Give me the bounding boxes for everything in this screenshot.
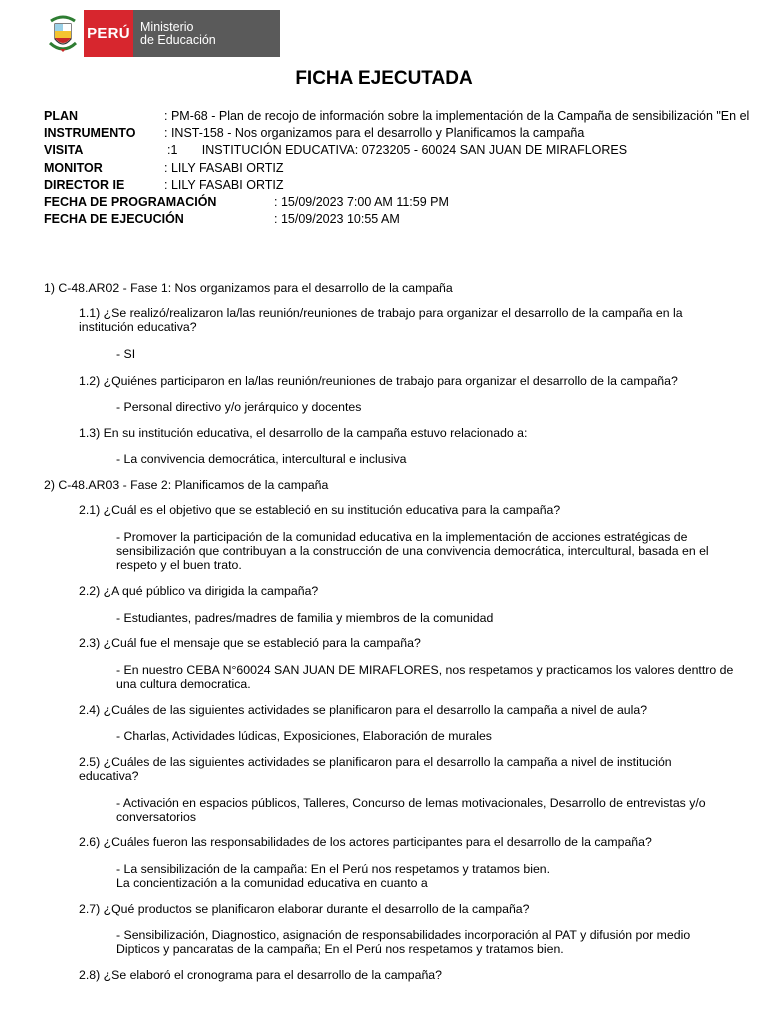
answer-text: - La convivencia democrática, intercultural e inclusiva xyxy=(116,452,407,466)
fecha-programacion-label: FECHA DE PROGRAMACIÓN xyxy=(44,195,217,209)
instrumento-label: INSTRUMENTO xyxy=(44,126,136,140)
question-text: 2.2) ¿A qué público va dirigida la campaña? xyxy=(79,584,319,598)
question-text: 2.7) ¿Qué productos se planificaron elaborar durante el desarrollo de la campaña? xyxy=(79,902,530,916)
answer-text: La concientización a la comunidad educativa en cuanto a xyxy=(116,876,428,890)
director-value: : LILY FASABI ORTIZ xyxy=(164,178,284,192)
plan-value: : PM-68 - Plan de recojo de información sobre la implementación de la Campaña de sensibilización "En el xyxy=(164,109,750,123)
question-text: 2.4) ¿Cuáles de las siguientes actividades se planificaron para el desarrollo la campaña a nivel de aula? xyxy=(79,703,648,717)
answer-text: - Personal directivo y/o jerárquico y docentes xyxy=(116,400,362,414)
question-text: 2.5) ¿Cuáles de las siguientes actividades se planificaron para el desarrollo la campaña a nivel de institución educativa? xyxy=(79,755,672,783)
answer-text: - En nuestro CEBA N°60024 SAN JUAN DE MIRAFLORES, nos respetamos y practicamos los valores denttro de una cultura democratica. xyxy=(116,663,734,691)
fecha-ejecucion-value: : 15/09/2023 10:55 AM xyxy=(274,212,400,226)
page-title: FICHA EJECUTADA xyxy=(295,68,473,89)
plan-label: PLAN xyxy=(44,109,79,123)
answer-text: - Estudiantes, padres/madres de familia y miembros de la comunidad xyxy=(116,611,494,625)
question-text: 2.1) ¿Cuál es el objetivo que se estableció en su institución educativa para la campaña? xyxy=(79,503,561,517)
ministry-line-1: Ministerio xyxy=(140,19,194,34)
fecha-programacion-value: : 15/09/2023 7:00 AM 11:59 PM xyxy=(274,195,449,209)
section-title: 1) C-48.AR02 - Fase 1: Nos organizamos para el desarrollo de la campaña xyxy=(44,281,453,295)
visita-label: VISITA xyxy=(44,143,84,157)
answer-text: - Promover la participación de la comunidad educativa en la implementación de acciones estratégicas de sensibilización que contribuyan a la construcción de una convivencia democrática, intercultural, basada en el respeto y el buen trato. xyxy=(116,530,709,572)
instrumento-value: : INST-158 - Nos organizamos para el desarrollo y Planificamos la campaña xyxy=(164,126,585,140)
answer-text: - La sensibilización de la campaña: En el Perú nos respetamos y tratamos bien. xyxy=(116,862,551,876)
ministry-line-2: de Educación xyxy=(140,32,216,47)
director-label: DIRECTOR IE xyxy=(44,178,125,192)
ministry-name xyxy=(133,10,280,57)
answer-text: - Sensibilización, Diagnostico, asignación de responsabilidades incorporación al PAT y difusión por medio Dipticos y pancaratas de la campaña; En el Perú nos respetamos y tratamos bien. xyxy=(116,928,691,956)
question-text: 2.3) ¿Cuál fue el mensaje que se estableció para la campaña? xyxy=(79,636,421,650)
answer-text: - SI xyxy=(116,347,136,361)
question-text: 1.2) ¿Quiénes participaron en la/las reunión/reuniones de trabajo para organizar el desarrollo de la campaña? xyxy=(79,374,678,388)
monitor-value: : LILY FASABI ORTIZ xyxy=(164,161,284,175)
question-text: 1.3) En su institución educativa, el desarrollo de la campaña estuvo relacionado a: xyxy=(79,426,528,440)
peru-label: PERÚ xyxy=(84,10,133,57)
monitor-label: MONITOR xyxy=(44,161,103,175)
fecha-ejecucion-label: FECHA DE EJECUCIÓN xyxy=(44,212,184,226)
coat-of-arms-icon xyxy=(42,10,84,57)
answer-text: - Charlas, Actividades lúdicas, Exposiciones, Elaboración de murales xyxy=(116,729,492,743)
question-text: 2.8) ¿Se elaboró el cronograma para el desarrollo de la campaña? xyxy=(79,968,442,982)
question-text: 2.6) ¿Cuáles fueron las responsabilidades de los actores participantes para el desarrollo de la campaña? xyxy=(79,835,652,849)
visita-value: :1 INSTITUCIÓN EDUCATIVA: 0723205 - 60024 SAN JUAN DE MIRAFLORES xyxy=(167,143,628,157)
section-title: 2) C-48.AR03 - Fase 2: Planificamos de la campaña xyxy=(44,478,329,492)
ministry-logo xyxy=(42,10,280,57)
question-text: 1.1) ¿Se realizó/realizaron la/las reunión/reuniones de trabajo para organizar el desarrollo de la campaña en la institución educativa? xyxy=(79,306,683,334)
answer-text: - Activación en espacios públicos, Talleres, Concurso de lemas motivacionales, Desarrollo de entrevistas y/o conversatorios xyxy=(116,796,706,824)
